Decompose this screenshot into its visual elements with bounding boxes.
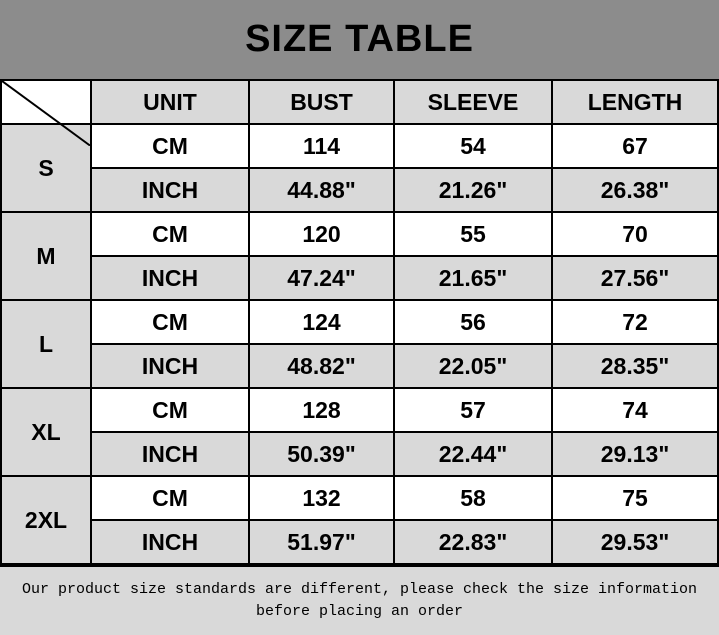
2xl-inch-length: 29.53": [552, 520, 718, 564]
m-inch-sleeve: 21.65": [394, 256, 552, 300]
m-inch-bust: 47.24": [249, 256, 394, 300]
table-row: [1, 168, 718, 212]
s-inch-bust: 44.88": [249, 168, 394, 212]
m-cm-length: 70: [552, 212, 718, 256]
column-header-sleeve: SLEEVE: [394, 80, 552, 124]
table-row: [1, 212, 718, 256]
size-label-l: L: [1, 300, 91, 388]
2xl-cm-sleeve: 58: [394, 476, 552, 520]
l-inch-length: 28.35": [552, 344, 718, 388]
corner-cell: [1, 80, 91, 124]
unit-cm: CM: [91, 124, 249, 168]
xl-cm-sleeve: 57: [394, 388, 552, 432]
size-label-s: S: [1, 124, 91, 212]
table-row: [1, 344, 718, 388]
table-row: [1, 520, 718, 564]
table-row: [1, 256, 718, 300]
2xl-inch-bust: 51.97": [249, 520, 394, 564]
m-inch-length: 27.56": [552, 256, 718, 300]
xl-cm-bust: 128: [249, 388, 394, 432]
unit-inch: INCH: [91, 432, 249, 476]
table-row: [1, 476, 718, 520]
size-label-xl: XL: [1, 388, 91, 476]
column-header-unit: UNIT: [91, 80, 249, 124]
unit-inch: INCH: [91, 344, 249, 388]
column-header-length: LENGTH: [552, 80, 718, 124]
size-label-2xl: 2XL: [1, 476, 91, 564]
s-cm-sleeve: 54: [394, 124, 552, 168]
unit-cm: CM: [91, 388, 249, 432]
table-row: [1, 124, 718, 168]
unit-cm: CM: [91, 300, 249, 344]
l-inch-bust: 48.82": [249, 344, 394, 388]
footer-note: [0, 565, 719, 635]
xl-cm-length: 74: [552, 388, 718, 432]
table-row: [1, 300, 718, 344]
xl-inch-sleeve: 22.44": [394, 432, 552, 476]
size-chart-table: [0, 79, 719, 565]
l-inch-sleeve: 22.05": [394, 344, 552, 388]
s-inch-sleeve: 21.26": [394, 168, 552, 212]
m-cm-bust: 120: [249, 212, 394, 256]
table-row: [1, 432, 718, 476]
2xl-cm-length: 75: [552, 476, 718, 520]
xl-inch-length: 29.13": [552, 432, 718, 476]
column-header-bust: BUST: [249, 80, 394, 124]
table-header-row: [1, 80, 718, 124]
unit-inch: INCH: [91, 168, 249, 212]
diagonal-divider-icon: [2, 81, 90, 146]
s-cm-bust: 114: [249, 124, 394, 168]
2xl-cm-bust: 132: [249, 476, 394, 520]
m-cm-sleeve: 55: [394, 212, 552, 256]
2xl-inch-sleeve: 22.83": [394, 520, 552, 564]
unit-cm: CM: [91, 212, 249, 256]
l-cm-bust: 124: [249, 300, 394, 344]
table-row: [1, 388, 718, 432]
footer-note-text: Our product size standards are different, please check the size information before placing an order: [21, 581, 698, 620]
title-bar: [0, 0, 719, 79]
unit-cm: CM: [91, 476, 249, 520]
l-cm-sleeve: 56: [394, 300, 552, 344]
l-cm-length: 72: [552, 300, 718, 344]
unit-inch: INCH: [91, 256, 249, 300]
s-cm-length: 67: [552, 124, 718, 168]
xl-inch-bust: 50.39": [249, 432, 394, 476]
page-title: SIZE TABLE: [245, 18, 474, 60]
unit-inch: INCH: [91, 520, 249, 564]
s-inch-length: 26.38": [552, 168, 718, 212]
size-label-m: M: [1, 212, 91, 300]
